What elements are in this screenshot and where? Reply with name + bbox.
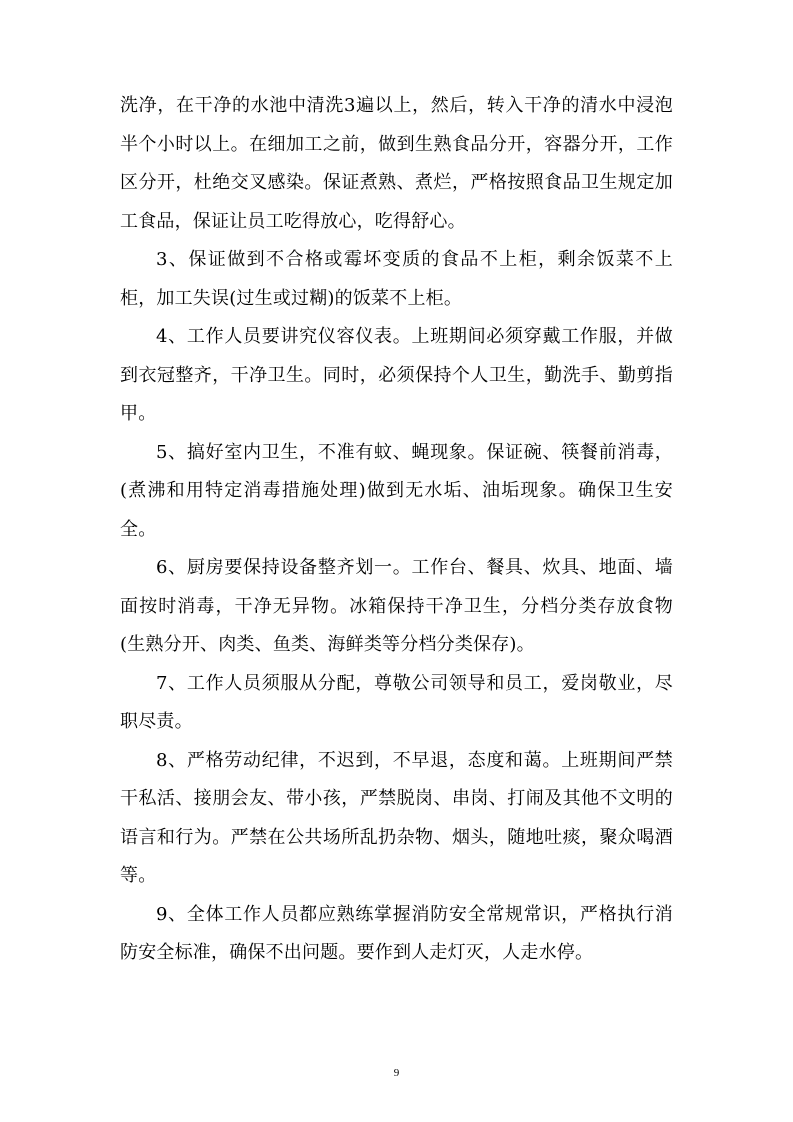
paragraph-item-8: 8、严格劳动纪律，不迟到，不早退，态度和蔼。上班期间严禁干私活、接朋会友、带小孩，严禁脱岗、串岗、打闹及其他不文明的语言和行为。严禁在公共场所乱扔杂物、烟头，随地吐痰，聚众喝酒等。: [120, 749, 673, 886]
paragraph-item-9: 9、全体工作人员都应熟练掌握消防安全常规常识，严格执行消防安全标准，确保不出问题。要作到人走灯灭，人走水停。: [120, 903, 673, 963]
document-body: [120, 87, 673, 973]
paragraph-continuation: 洗净，在干净的水池中清洗3遍以上，然后，转入干净的清水中浸泡半个小时以上。在细加工之前，做到生熟食品分开，容器分开，工作区分开，杜绝交叉感染。保证煮熟、煮烂，严格按照食品卫生规定加工食品，保证让员工吃得放心，吃得舒心。: [120, 95, 673, 232]
page-number: 9: [393, 1067, 400, 1079]
paragraph-item-7: 7、工作人员须服从分配，尊敬公司领导和员工，爱岗敬业，尽职尽责。: [120, 672, 673, 732]
paragraph-item-3: 3、保证做到不合格或霉坏变质的食品不上柜，剩余饭菜不上柜，加工失误(过生或过糊)的饭菜不上柜。: [120, 249, 673, 309]
paragraph-item-6: 6、厨房要保持设备整齐划一。工作台、餐具、炊具、地面、墙面按时消毒，干净无异物。冰箱保持干净卫生，分档分类存放食物(生熟分开、肉类、鱼类、海鲜类等分档分类保存)。: [120, 557, 673, 655]
paragraph-item-4: 4、工作人员要讲究仪容仪表。上班期间必须穿戴工作服，并做到衣冠整齐，干净卫生。同时，必须保持个人卫生，勤洗手、勤剪指甲。: [120, 326, 673, 424]
paragraph-item-5: 5、搞好室内卫生，不准有蚊、蝇现象。保证碗、筷餐前消毒，(煮沸和用特定消毒措施处理)做到无水垢、油垢现象。确保卫生安全。: [120, 441, 673, 540]
